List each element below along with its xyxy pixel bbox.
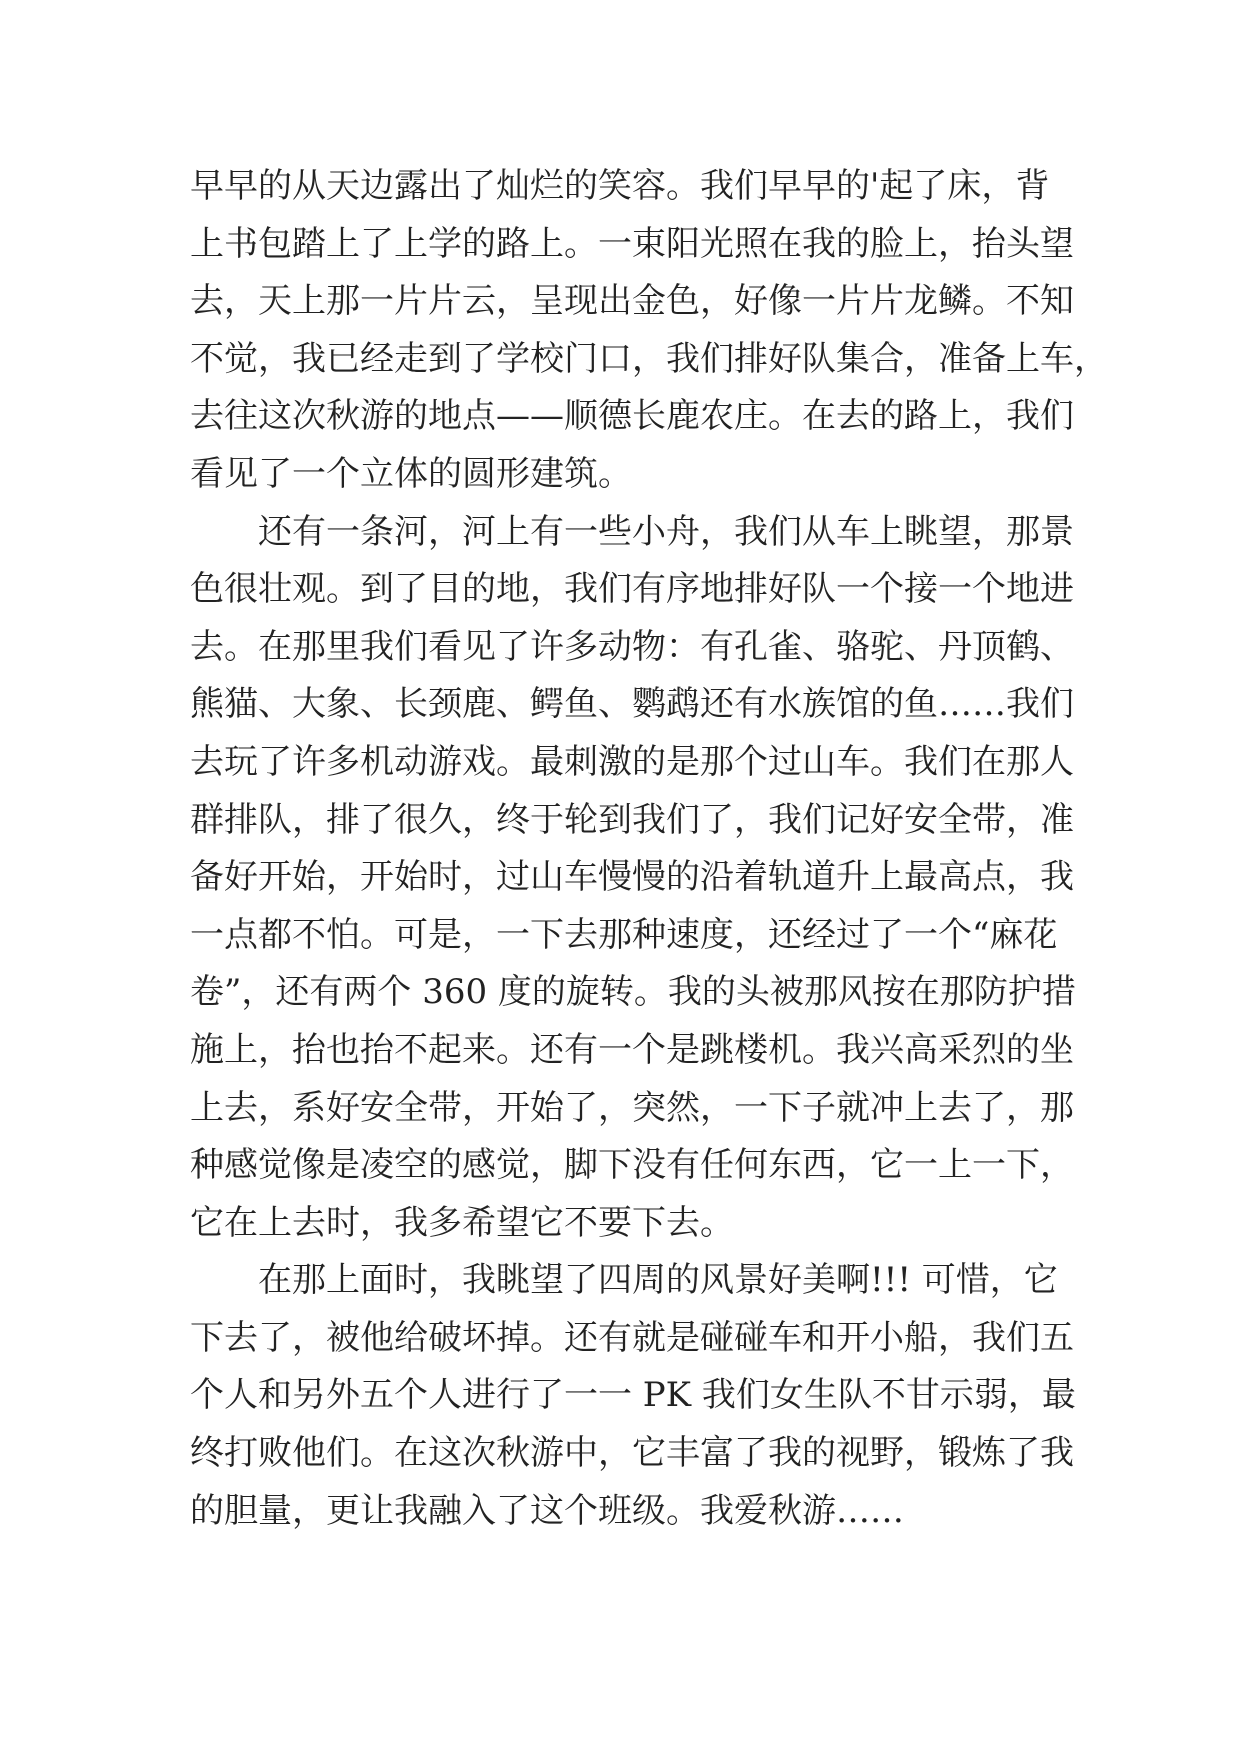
text-line: 群排队，排了很久，终于轮到我们了，我们记好安全带，准 [190,799,1074,840]
text-line: 不觉，我已经走到了学校门口，我们排好队集合，准备上车， [190,338,1108,379]
text-line: 下去了，被他给破坏掉。还有就是碰碰车和开小船，我们五 [190,1317,1074,1358]
text-line: 上书包踏上了上学的路上。一束阳光照在我的脸上，抬头望 [190,223,1074,264]
text-line: 个人和另外五个人进行了一一 PK 我们女生队不甘示弱，最 [190,1375,1076,1416]
text-line: 早早的从天边露出了灿烂的笑容。我们早早的'起了床，背 [190,166,1050,206]
text-line: 上去，系好安全带，开始了，突然，一下子就冲上去了，那 [190,1087,1074,1128]
text-line: 去。在那里我们看见了许多动物：有孔雀、骆驼、丹顶鹤、 [190,626,1074,667]
paragraph-1 [190,158,1108,504]
paragraph-3 [190,1252,1076,1540]
text-line: 它在上去时，我多希望它不要下去。 [190,1202,734,1243]
text-line: 的胆量，更让我融入了这个班级。我爱秋游…… [190,1490,904,1531]
text-line: 去往这次秋游的地点——顺德长鹿农庄。在去的路上，我们 [190,396,1074,437]
text-line: 还有一条河，河上有一些小舟，我们从车上眺望，那景 [258,511,1074,552]
text-line: 终打败他们。在这次秋游中，它丰富了我的视野，锻炼了我 [190,1433,1074,1474]
text-line: 去玩了许多机动游戏。最刺激的是那个过山车。我们在那人 [190,741,1074,782]
document-body [190,158,1108,1540]
text-line: 种感觉像是凌空的感觉，脚下没有任何东西，它一上一下， [190,1145,1074,1186]
text-line: 施上，抬也抬不起来。还有一个是跳楼机。我兴高采烈的坐 [190,1029,1074,1070]
text-line: 在那上面时，我眺望了四周的风景好美啊!!! 可惜，它 [258,1260,1058,1301]
text-line: 看见了一个立体的圆形建筑。 [190,453,632,494]
text-line: 色很壮观。到了目的地，我们有序地排好队一个接一个地进 [190,569,1074,610]
text-line: 备好开始，开始时，过山车慢慢的沿着轨道升上最高点，我 [190,857,1074,898]
text-line: 卷”，还有两个 360 度的旋转。我的头被那风按在那防护措 [190,972,1076,1013]
text-line: 一点都不怕。可是，一下去那种速度，还经过了一个“麻花 [190,914,1058,955]
paragraph-2 [190,504,1076,1253]
text-line: 去，天上那一片片云，呈现出金色，好像一片片龙鳞。不知 [190,281,1074,322]
text-line: 熊猫、大象、长颈鹿、鳄鱼、鹦鹉还有水族馆的鱼……我们 [190,684,1074,725]
